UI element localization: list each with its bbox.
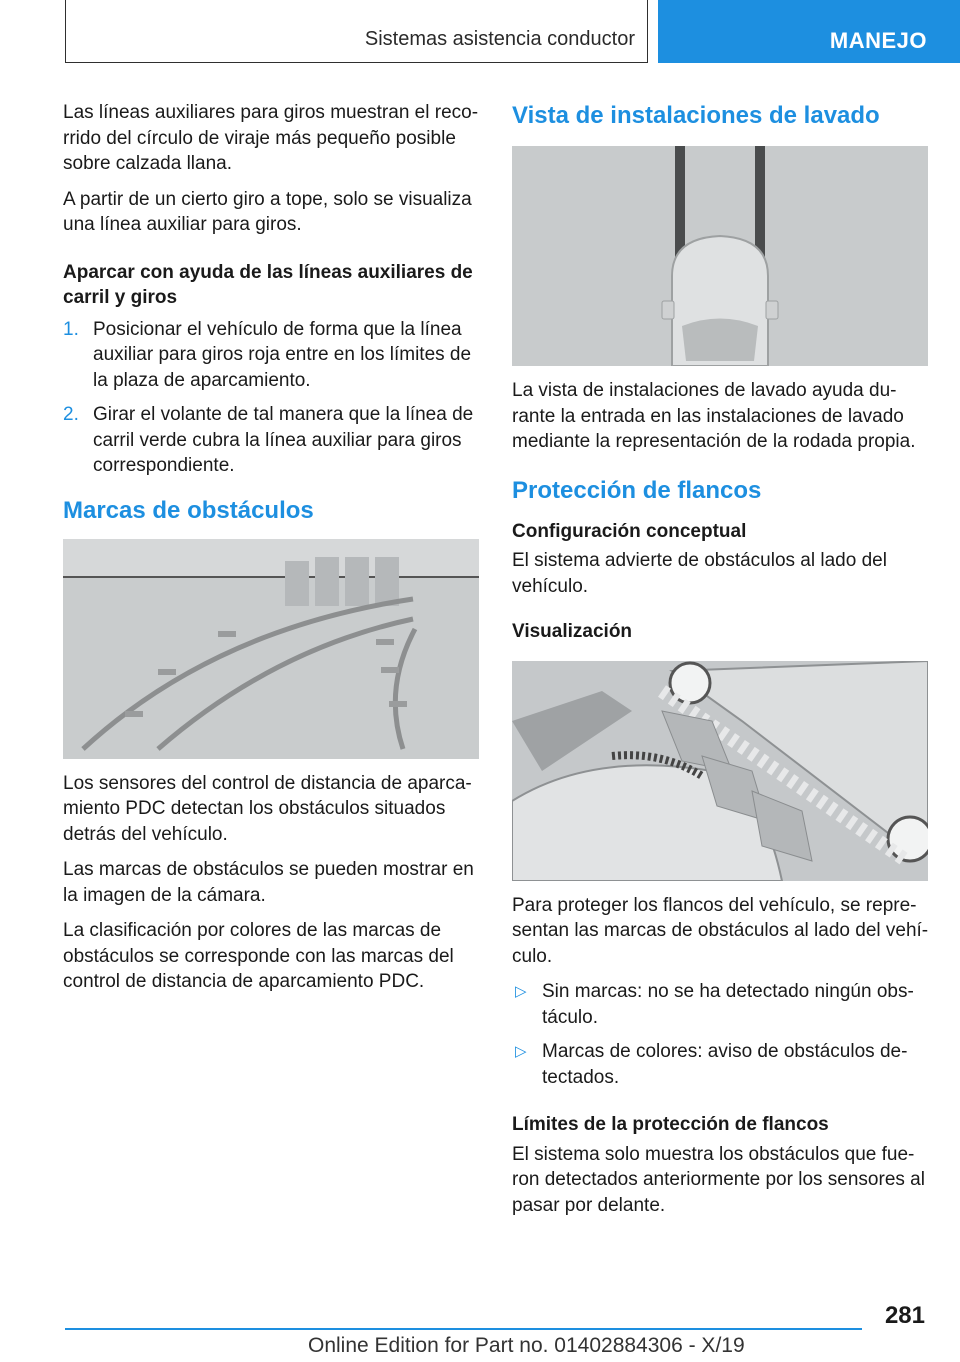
step-text: Girar el volante de tal manera que la línea de carril verde cubra la línea auxiliar para giros correspondiente. bbox=[93, 404, 474, 476]
car-wash-view-image bbox=[512, 146, 928, 366]
paragraph: La clasificación por colores de las marcas de obstáculos se corresponde con las marcas del control de distancia de aparcamiento PDC. bbox=[63, 920, 454, 992]
step-item bbox=[63, 402, 481, 479]
header-chapter-tab bbox=[658, 0, 960, 63]
list-item-text: Sin marcas: no se ha detectado ningún obs-táculo. bbox=[542, 981, 914, 1028]
paragraph: El sistema solo muestra los obstáculos que fue-ron detectados anteriormente por los sensores al pasar por delante. bbox=[512, 1143, 925, 1216]
step-list bbox=[63, 317, 481, 479]
subheading: Configuración conceptual bbox=[512, 520, 747, 542]
paragraph: La vista de instalaciones de lavado ayuda du-rante la entrada en las instalaciones de lavado mediante la representación de la rodada propia. bbox=[512, 380, 916, 452]
footer-edition: Online Edition for Part no. 01402884306 - X/19 bbox=[308, 1334, 745, 1357]
left-column bbox=[63, 100, 481, 1005]
triangle-bullet-icon: ▷ bbox=[515, 983, 527, 1000]
right-column bbox=[512, 100, 930, 1228]
paragraph: Las líneas auxiliares para giros muestran el reco-rrido del círculo de viraje más pequeño posible sobre calzada llana. bbox=[63, 102, 479, 174]
chapter-title: MANEJO bbox=[829, 28, 927, 53]
obstacle-marks-image bbox=[63, 539, 479, 759]
triangle-bullet-icon: ▷ bbox=[515, 1043, 527, 1060]
page-number: 281 bbox=[884, 1302, 925, 1329]
list-item bbox=[512, 1039, 930, 1090]
paragraph: El sistema advierte de obstáculos al lado del vehículo. bbox=[512, 550, 887, 597]
step-number: 2. bbox=[63, 404, 79, 425]
section-heading: Protección de flancos bbox=[512, 476, 762, 504]
list-item-text: Marcas de colores: aviso de obstáculos de-tectados. bbox=[542, 1041, 908, 1088]
paragraph: Las marcas de obstáculos se pueden mostrar en la imagen de la cámara. bbox=[63, 859, 474, 906]
subheading: Aparcar con ayuda de las líneas auxiliares de carril y giros bbox=[63, 261, 473, 308]
flank-protection-image bbox=[512, 661, 928, 881]
step-number: 1. bbox=[63, 318, 79, 340]
bullet-list bbox=[512, 979, 930, 1090]
paragraph: Los sensores del control de distancia de aparca-miento PDC detectan los obstáculos situados detrás del vehículo. bbox=[63, 772, 472, 845]
section-title: Sistemas asistencia conductor bbox=[364, 28, 635, 50]
step-text: Posicionar el vehículo de forma que la línea auxiliar para giros roja entre en los límites de la plaza de aparcamiento. bbox=[93, 318, 472, 391]
subheading: Límites de la protección de flancos bbox=[512, 1114, 829, 1135]
subheading: Visualización bbox=[512, 621, 633, 642]
footer-divider bbox=[65, 1328, 862, 1330]
step-item bbox=[63, 317, 481, 394]
paragraph: A partir de un cierto giro a tope, solo se visualiza una línea auxiliar para giros. bbox=[63, 188, 472, 235]
list-item bbox=[512, 979, 930, 1030]
section-heading: Marcas de obstáculos bbox=[63, 496, 314, 524]
paragraph: Para proteger los flancos del vehículo, se repre-sentan las marcas de obstáculos al lado del vehí-culo. bbox=[512, 894, 929, 967]
header-section-box bbox=[65, 0, 648, 63]
section-heading: Vista de instalaciones de lavado bbox=[512, 102, 880, 129]
